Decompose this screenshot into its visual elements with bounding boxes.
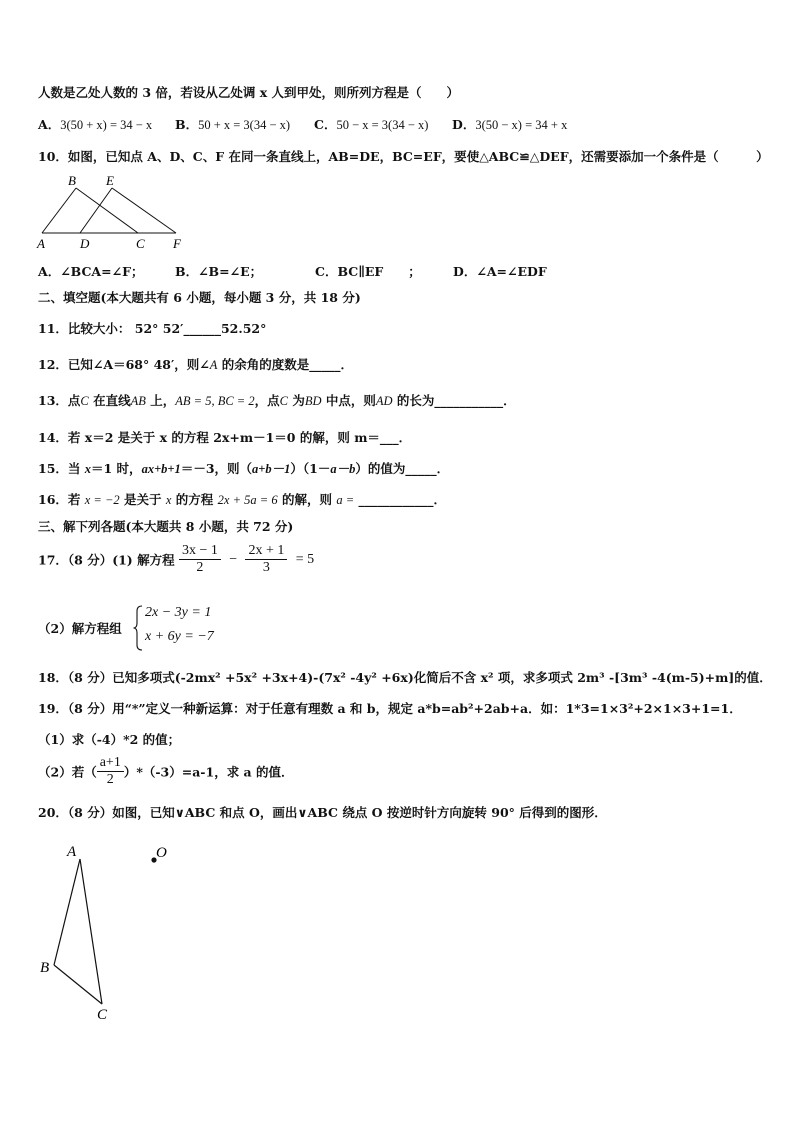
q10-option-d: D．∠A=∠EDF bbox=[453, 264, 547, 279]
label-d: D bbox=[80, 236, 90, 251]
q17-fraction-1: $\frac{3x - 1}{2}$ bbox=[179, 543, 221, 576]
section-3-heading: 三、解下列各题(本大题共 8 小题，共 72 分) bbox=[38, 519, 294, 534]
label-f: F bbox=[173, 236, 181, 251]
segment-ab bbox=[42, 188, 76, 233]
q9-option-d: D．3(50 − x) = 34 + x bbox=[452, 117, 568, 132]
label-b: B bbox=[68, 173, 76, 188]
q19-part1: （1）求（-4）*2 的值； bbox=[38, 732, 181, 747]
q19-part2: （2）若（ $\frac{a+1}{2}$ ）*（-3）=a-1，求 a 的值． bbox=[38, 755, 294, 787]
q10-figure bbox=[36, 170, 196, 252]
label-a: A bbox=[67, 844, 77, 860]
q9-option-c: C．50 − x = 3(34 − x) bbox=[314, 117, 429, 132]
segment-bc bbox=[54, 965, 102, 1004]
label-b: B bbox=[40, 960, 50, 976]
q9-stem: 人数是乙处人数的 3 倍，若设从乙处调 x 人到甲处，则所列方程是（ ） bbox=[38, 85, 460, 100]
q9-option-a: A．3(50 + x) = 34 − x bbox=[38, 117, 153, 132]
q17-fraction-2: $\frac{2x + 1}{3}$ bbox=[245, 543, 287, 576]
label-a: A bbox=[37, 236, 45, 251]
q10-option-a: A．∠BCA=∠F； bbox=[38, 264, 144, 279]
q10-option-c: C．BC∥EF ； bbox=[315, 264, 421, 279]
q10-option-b: B．∠B=∠E； bbox=[175, 264, 263, 279]
segment-ef bbox=[112, 188, 176, 233]
q11: 11．比较大小： 52° 52′______52.52° bbox=[38, 321, 267, 336]
segment-ca bbox=[80, 859, 102, 1004]
q17-part1: 17．（8 分）(1) 解方程 $\frac{3x - 1}{2}$ − $\frac{2x + 1}{3}$ = 5 bbox=[38, 543, 315, 575]
label-e: E bbox=[106, 173, 114, 188]
q19-fraction: $\frac{a+1}{2}$ bbox=[97, 755, 124, 788]
q14: 14．若 x＝2 是关于 x 的方程 2x+m－1＝0 的解，则 m＝___． bbox=[38, 430, 412, 445]
section-2-heading: 二、填空题(本大题共有 6 小题，每小题 3 分，共 18 分) bbox=[38, 290, 361, 305]
q9-option-b: B．50 + x = 3(34 − x) bbox=[175, 117, 291, 132]
label-c: C bbox=[136, 236, 145, 251]
q16: 16．若 x = −2 是关于 x 的方程 2x + 5a = 6 的解，则 a = ____________． bbox=[38, 492, 446, 507]
q19-stem: 19．（8 分）用“*”定义一种新运算：对于任意有理数 a 和 b，规定 a*b=ab²+2ab+a．如：1*3=1×3²+2×1×3+1=1． bbox=[38, 701, 742, 716]
q13: 13．点C 在直线AB 上，AB = 5, BC = 2，点C 为BD 中点，则AD 的长为___________． bbox=[38, 393, 516, 408]
q20-stem: 20．（8 分）如图，已知∨ABC 和点 O，画出∨ABC 绕点 O 按逆时针方向旋转 90° 后得到的图形． bbox=[38, 805, 607, 820]
q10-stem: 10．如图，已知点 A、D、C、F 在同一条直线上，AB=DE，BC=EF，要使△ABC≌△DEF，还需要添加一个条件是（ ） bbox=[38, 149, 769, 164]
q15: 15．当 x＝1 时，ax+b+1＝－3，则（a+b－1）（1－a－b）的值为_____． bbox=[38, 461, 450, 476]
label-o: O bbox=[156, 845, 167, 861]
q12: 12．已知∠A＝68° 48′，则∠A 的余角的度数是_____． bbox=[38, 357, 354, 372]
label-c: C bbox=[97, 1007, 108, 1023]
segment-ab bbox=[54, 859, 80, 965]
q18: 18．（8 分）已知多项式(-2mx² +5x² +3x+4)-(7x² -4y² +6x)化简后不含 x² 项，求多项式 2m³ -[3m³ -4(m-5)+m]的值． bbox=[38, 670, 772, 685]
q20-figure bbox=[36, 838, 186, 1028]
brace-icon bbox=[133, 605, 143, 651]
